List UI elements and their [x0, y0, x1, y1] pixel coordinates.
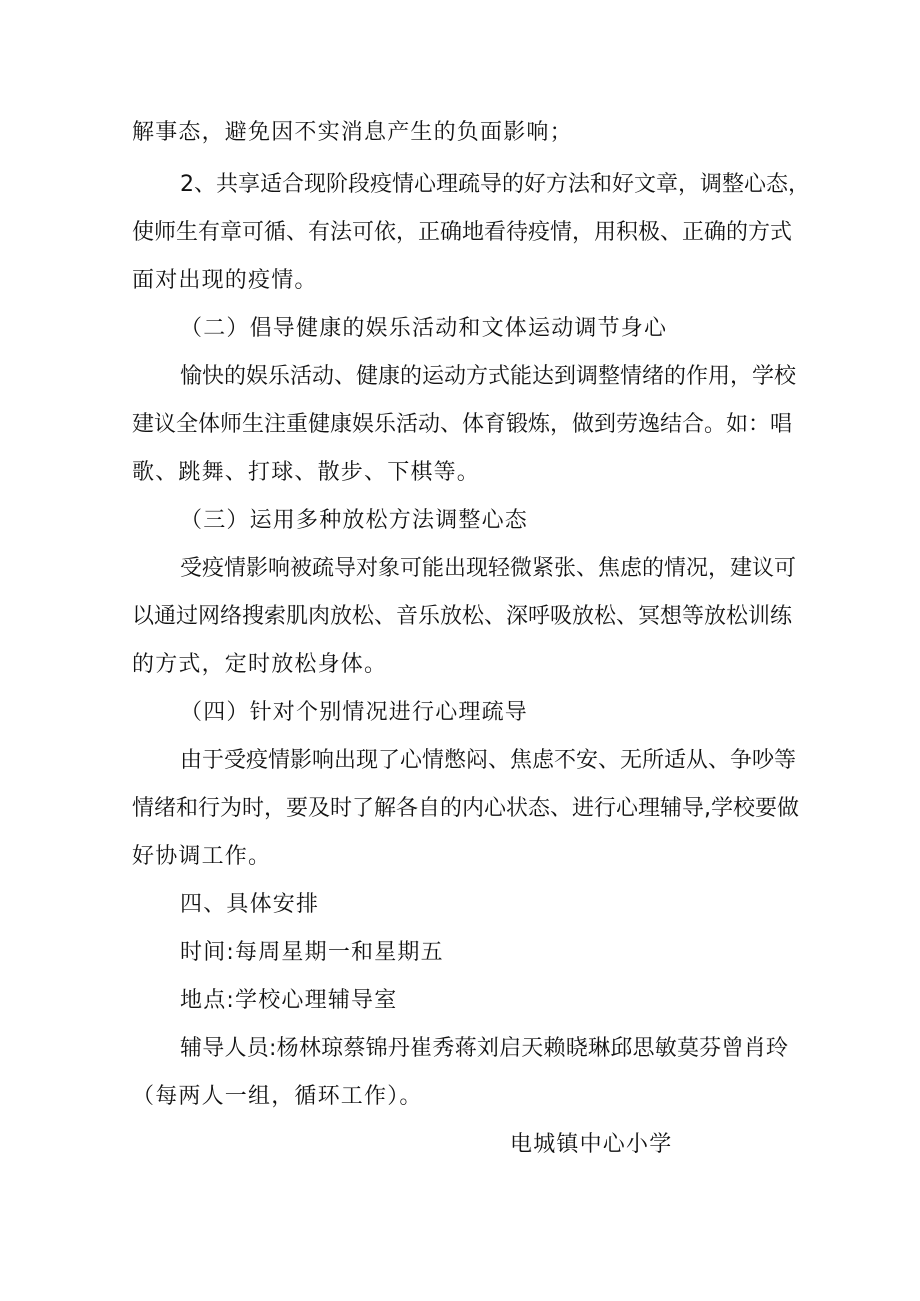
paragraph-line: 歌、跳舞、打球、散步、下棋等。: [132, 460, 481, 485]
schedule-location: 地点:学校心理辅导室: [180, 988, 398, 1013]
paragraph-line: 情绪和行为时，要及时了解各自的内心状态、进行心理辅导,学校要做: [132, 796, 799, 821]
paragraph-line: 愉快的娱乐活动、健康的运动方式能达到调整情绪的作用，学校: [180, 364, 797, 389]
paragraph-line: 面对出现的疫情。: [132, 268, 318, 293]
schedule-time: 时间:每周星期一和星期五: [180, 940, 444, 965]
section-heading: 四、具体安排: [180, 892, 320, 917]
paragraph-line: 解事态，避免因不实消息产生的负面影响；: [132, 120, 573, 145]
schedule-staff: 辅导人员:杨林琼蔡锦丹崔秀蒋刘启天赖晓琳邱思敏莫芬曾肖玲: [180, 1036, 788, 1061]
paragraph-line: 受疫情影响被疏导对象可能出现轻微紧张、焦虑的情况，建议可: [180, 556, 797, 581]
paragraph-line: 以通过网络搜索肌肉放松、音乐放松、深呼吸放松、冥想等放松训练: [132, 604, 793, 629]
paragraph-line: 2、共享适合现阶段疫情心理疏导的好方法和好文章，调整心态，: [180, 172, 810, 197]
paragraph-line: 好协调工作。: [132, 844, 272, 869]
section-heading: （三）运用多种放松方法调整心态: [180, 508, 529, 533]
paragraph-line: 建议全体师生注重健康娱乐活动、体育锻炼，做到劳逸结合。如：唱: [132, 412, 793, 437]
section-heading: （四）针对个别情况进行心理疏导: [180, 700, 529, 725]
schedule-staff-note: （每两人一组，循环工作）。: [132, 1084, 423, 1109]
paragraph-line: 的方式，定时放松身体。: [132, 652, 388, 677]
paragraph-line: 由于受疫情影响出现了心情憋闷、焦虑不安、无所适从、争吵等: [180, 748, 797, 773]
paragraph-line: 使师生有章可循、有法可依，正确地看待疫情，用积极、正确的方式: [132, 220, 793, 245]
signature: 电城镇中心小学: [510, 1132, 673, 1157]
section-heading: （二）倡导健康的娱乐活动和文体运动调节身心: [180, 316, 668, 341]
